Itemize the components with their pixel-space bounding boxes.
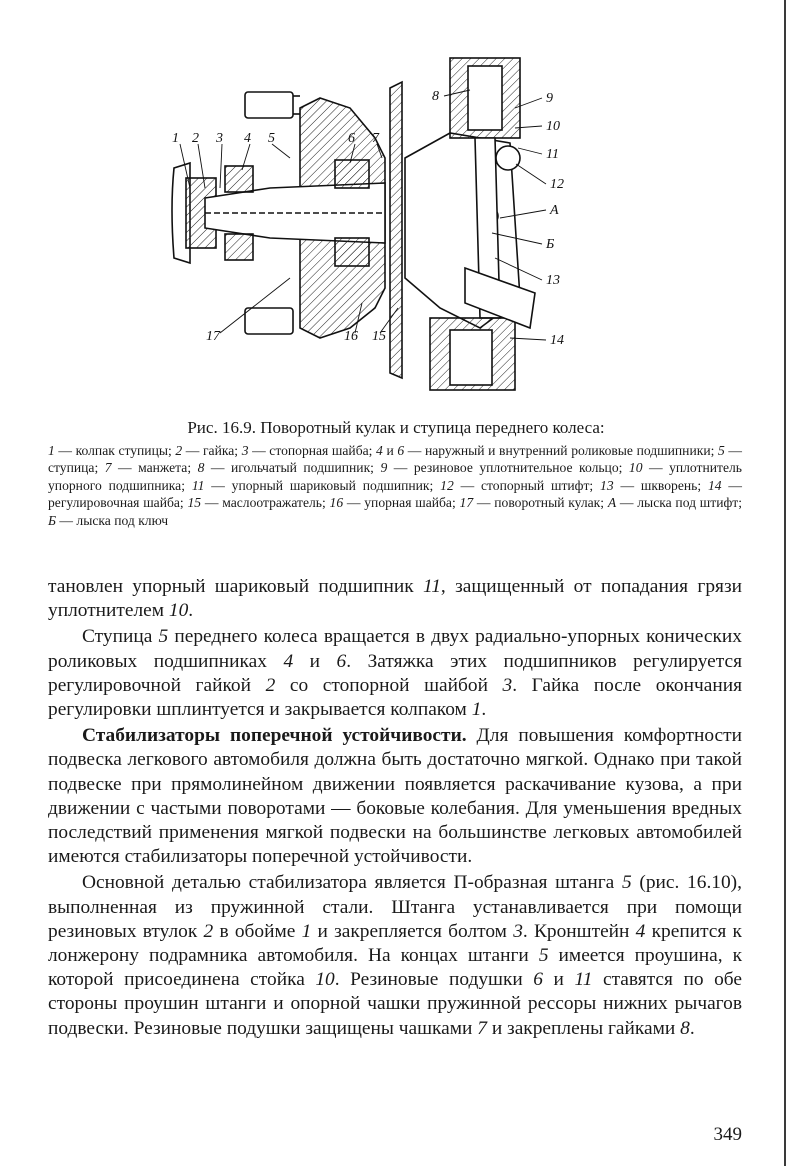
callout-9: 9 [546, 91, 553, 106]
paragraph-3: Стабилизаторы поперечной устойчивости. Для повышения комфортности подвеска легкового автомобиля должна быть достаточно мягкой. Однако при такой подвеске при прямолинейном движении появляется раскачивание кузова, а при движении с частыми поворотами — боковые колебания. Для уменьшения вредных последствий применения мягкой подвески на большинстве легковых автомобилей имеются стабилизаторы поперечной устойчивости. [48, 725, 742, 868]
paragraph-1: тановлен упорный шариковый подшипник 11, защищенный от попадания грязи уплотнителем 10. [48, 576, 742, 622]
paragraph-2: Ступица 5 переднего колеса вращается в двух радиально-упорных конических роликовых подшипниках 4 и 6. Затяжка этих подшипников регулируется регулировочной гайкой 2 со стопорной шайбой 3. Гайка после окончания регулировки шплинтуется и закрывается колпаком 1. [48, 626, 742, 721]
callout-15: 15 [372, 329, 386, 344]
callout-10: 10 [546, 119, 560, 134]
callout-12: 12 [550, 177, 564, 192]
callout-a: А [550, 203, 559, 218]
page-edge-line [784, 0, 786, 1166]
legend-text: 1 — колпак ступицы; 2 — гайка; 3 — стопорная шайба; 4 и 6 — наружный и внутренний роликовые подшипники; 5 — ступица; 7 — манжета; 8 — игольчатый подшипник; 9 — резиновое уплотнительное кольцо; 10 — уплотнитель упорного подшипника; 11 — упорный шариковый подшипник; 12 — стопорный штифт; 13 — шкворень; 14 — регулировочная шайба; 15 — маслоотражатель; 16 — упорная шайба; 17 — поворотный кулак; А — лыска под штифт; Б — лыска под ключ [48, 443, 743, 528]
callout-1: 1 [172, 131, 179, 146]
callout-17: 17 [206, 329, 220, 344]
technical-drawing [150, 48, 590, 408]
callout-8: 8 [432, 89, 439, 104]
callout-4: 4 [244, 131, 251, 146]
callout-11: 11 [546, 147, 559, 162]
figure-caption-title: Рис. 16.9. Поворотный кулак и ступица переднего колеса: [187, 418, 605, 437]
callout-7: 7 [372, 131, 379, 146]
callout-16: 16 [344, 329, 358, 344]
callout-b: Б [546, 237, 555, 252]
page-number: 349 [713, 1124, 742, 1145]
body-text [48, 575, 742, 1041]
paragraph-4: Основной деталью стабилизатора является П-образная штанга 5 (рис. 16.10), выполненная из пружинной стали. Штанга устанавливается при помощи резиновых втулок 2 в обойме 1 и закрепляется болтом 3. Кронштейн 4 крепится к лонжерону подрамника автомобиля. На концах штанги 5 имеется проушина, к которой присоединена стойка 10. Резиновые подушки 6 и 11 ставятся по обе стороны проушин штанги и опорной чашки пружинной рессоры нижних рычагов подвески. Резиновые подушки защищены чашками 7 и закреплены гайками 8. [48, 872, 743, 1039]
callout-3: 3 [216, 131, 223, 146]
callout-6: 6 [348, 131, 355, 146]
callout-2: 2 [192, 131, 199, 146]
figure-steering-knuckle-drawing [150, 48, 590, 408]
callout-13: 13 [546, 273, 560, 288]
callout-5: 5 [268, 131, 275, 146]
figure-caption-legend [48, 442, 742, 529]
callout-14: 14 [550, 333, 564, 348]
